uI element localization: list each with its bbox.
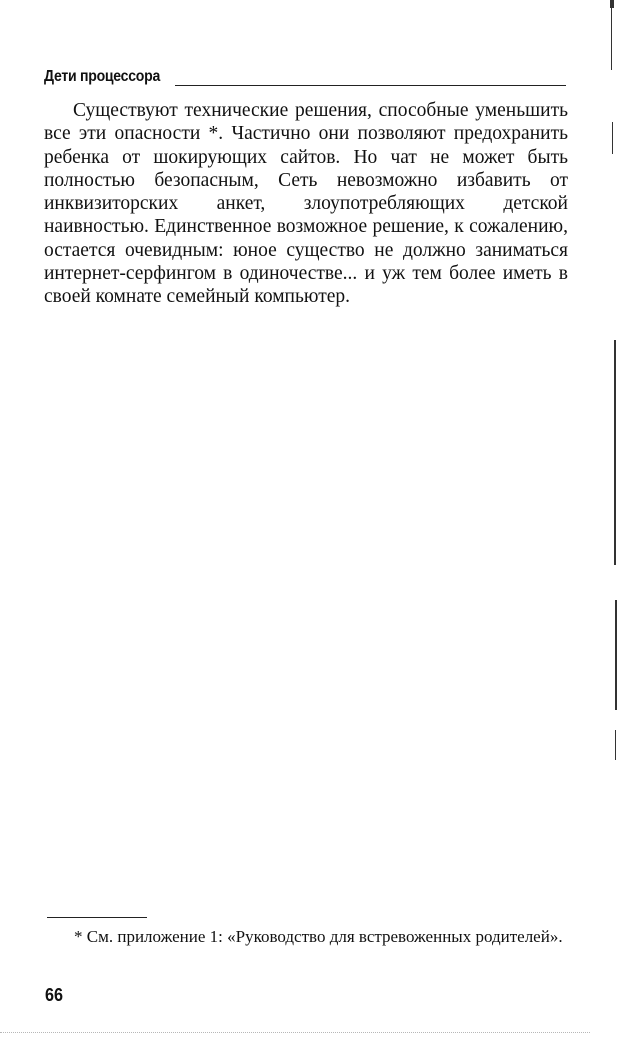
body-text [44,99,568,309]
page-number: 66 [45,985,64,1005]
scan-edge-line [615,730,616,760]
footnote [44,924,568,949]
paragraph: Существуют технические решения, способные уменьшить все эти опасности *. Частично они позволяют предохранить ребенка от шокирующих сайтов. Но чат не может быть полностью безопасным, Сеть невозможно избавить от инквизиторских анкет, злоупотребляющих детской наивностью. Единственное возможное решение, к сожалению, остается очевидным: юное существо не должно заниматься интернет-серфингом в одиночестве... и уж тем более иметь в своей комнате семейный компьютер. [44,100,568,308]
running-header [44,68,566,90]
footnote-rule [47,917,147,918]
scan-edge-line [612,122,613,154]
footnote-text: * См. приложение 1: «Руководство для встревоженных родителей». [74,927,563,946]
scan-edge-line [611,8,612,70]
header-rule [175,85,566,86]
scan-edge-mark [610,0,614,8]
scan-edge-line [615,600,617,710]
scan-noise [0,1032,590,1036]
scan-edge-line [614,340,616,565]
running-header-title: Дети процессора [44,68,161,85]
